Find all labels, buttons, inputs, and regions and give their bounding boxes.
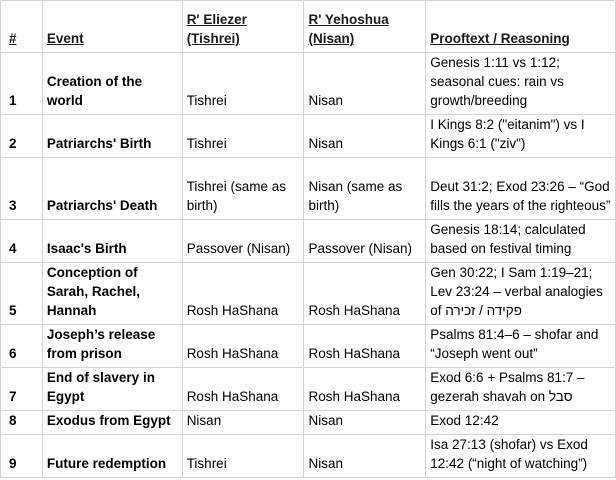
prooftext-cell: Gen 30:22; I Sam 1:19–21; Lev 23:24 – verbal analogies of פקידה / זכירה [426,263,616,325]
yehoshua-cell: Passover (Nisan) [304,220,426,263]
row-number: 7 [1,368,43,411]
yehoshua-cell: Rosh HaShana [304,325,426,368]
row-number: 6 [1,325,43,368]
yehoshua-cell: Nisan [304,435,426,478]
event-cell: Creation of the world [42,53,182,115]
table-row [1,263,616,325]
row-number: 4 [1,220,43,263]
prooftext-cell: Genesis 1:11 vs 1:12; seasonal cues: rain vs growth/breeding [426,53,616,115]
eliezer-cell: Tishrei [182,53,304,115]
eliezer-cell: Rosh HaShana [182,263,304,325]
row-number: 5 [1,263,43,325]
eliezer-cell: Passover (Nisan) [182,220,304,263]
header-event: Event [42,1,182,53]
eliezer-cell: Rosh HaShana [182,325,304,368]
table-row [1,220,616,263]
event-cell: Patriarchs' Death [42,158,182,220]
eliezer-cell: Tishrei (same as birth) [182,158,304,220]
table-row [1,115,616,158]
header-row [1,1,616,53]
event-cell: Future redemption [42,435,182,478]
event-cell: Isaac's Birth [42,220,182,263]
prooftext-cell: Exod 12:42 [426,411,616,435]
row-number: 1 [1,53,43,115]
yehoshua-cell: Rosh HaShana [304,368,426,411]
prooftext-cell: Isa 27:13 (shofar) vs Exod 12:42 (“night of watching”) [426,435,616,478]
event-cell: End of slavery in Egypt [42,368,182,411]
header-num: # [1,1,43,53]
prooftext-cell: Psalms 81:4–6 – shofar and “Joseph went out” [426,325,616,368]
prooftext-cell: Deut 31:2; Exod 23:26 – “God fills the years of the righteous” [426,158,616,220]
event-cell: Patriarchs' Birth [42,115,182,158]
header-yehoshua: R' Yehoshua (Nisan) [304,1,426,53]
yehoshua-cell: Nisan [304,115,426,158]
row-number: 3 [1,158,43,220]
event-cell: Conception of Sarah, Rachel, Hannah [42,263,182,325]
row-number: 8 [1,411,43,435]
yehoshua-cell: Nisan (same as birth) [304,158,426,220]
prooftext-cell: I Kings 8:2 ("eitanim") vs I Kings 6:1 ("ziv") [426,115,616,158]
table-row [1,411,616,435]
row-number: 9 [1,435,43,478]
prooftext-cell: Genesis 18:14; calculated based on festival timing [426,220,616,263]
event-cell: Exodus from Egypt [42,411,182,435]
eliezer-cell: Tishrei [182,435,304,478]
eliezer-cell: Rosh HaShana [182,368,304,411]
header-prooftext: Prooftext / Reasoning [426,1,616,53]
table-row [1,368,616,411]
table-row [1,158,616,220]
eliezer-cell: Tishrei [182,115,304,158]
event-cell: Joseph’s release from prison [42,325,182,368]
yehoshua-cell: Nisan [304,411,426,435]
row-number: 2 [1,115,43,158]
yehoshua-cell: Nisan [304,53,426,115]
header-eliezer: R' Eliezer (Tishrei) [182,1,304,53]
table-row [1,435,616,478]
prooftext-cell: Exod 6:6 + Psalms 81:7 – gezerah shavah on סבל [426,368,616,411]
table-row [1,325,616,368]
table-row [1,53,616,115]
eliezer-cell: Nisan [182,411,304,435]
yehoshua-cell: Rosh HaShana [304,263,426,325]
